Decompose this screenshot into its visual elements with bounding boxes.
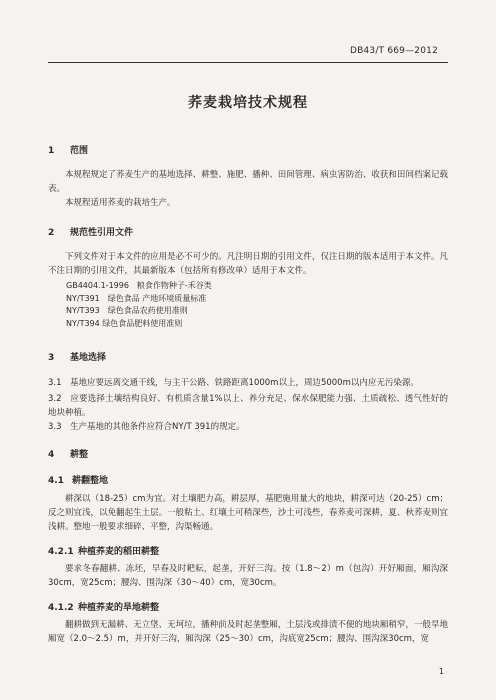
- clause-text: 应要选择土壤结构良好、有机质含量1%以上、养分充足、保水保肥能力强、土质疏松、透气性好的地块种植。: [48, 394, 448, 418]
- reference-item: NY/T393 绿色食品农药使用准则: [66, 306, 188, 315]
- subsection-title: 种植荞麦的旱地耕整: [78, 603, 160, 613]
- subsection-title: 耕翻整地: [72, 476, 109, 486]
- paragraph: 耕深以（18-25）cm为宜。对土壤肥力高，耕层厚，基肥施用量大的地块，耕深可达（20-25）cm；反之则宜浅，以免翻起生土层。一般粘土、红壤土可稍深些，沙土可浅些，春荞麦可深耕，夏、秋荞麦则宜浅耕。整地一般要求细碎、平整，沟渠畅通。: [48, 494, 448, 532]
- section-title: 规范性引用文件: [70, 228, 134, 238]
- reference-item: NY/T394 绿色食品肥料使用准则: [66, 318, 183, 328]
- paragraph: 本规程适用荞麦的栽培生产。: [65, 198, 176, 208]
- clause-3-3: [48, 420, 448, 434]
- subsection-number: 4.1: [48, 476, 64, 486]
- subsection-title: 种植荞麦的稻田耕整: [78, 547, 160, 557]
- subsection-heading-plowing: [48, 473, 108, 486]
- reference-item: NY/T391 绿色食品 产地环境质量标准: [66, 293, 207, 303]
- section-number: 4: [48, 450, 55, 460]
- subsection-heading-dry-land: [48, 600, 159, 613]
- paragraph: 下列文件对于本文件的应用是必不可少的。凡注明日期的引用文件，仅注日期的版本适用于本文件。凡不注日期的引用文件，其最新版本（包括所有修改单）适用于本文件。: [48, 252, 448, 276]
- paragraph: 翻耕做到无漏耕、无立垡、无坷垃，播种前及时起垄整厢，土层浅或排渍不便的地块厢稍窄，一般旱地厢宽（2.0～2.5）m，并开好三沟，厢沟深（25～30）cm，沟底宽25cm；腰沟、围沟深30cm，宽: [48, 620, 448, 644]
- standard-code: DB43/T 669—2012: [349, 46, 438, 56]
- section-heading-tillage: [48, 447, 88, 460]
- clause-3-1: [48, 376, 448, 390]
- clause-number: 3.1: [48, 378, 62, 388]
- section-heading-references: [48, 225, 133, 238]
- document-title: 荞麦栽培技术规程: [188, 95, 308, 111]
- section-number: 2: [48, 228, 55, 238]
- header-rule: [48, 62, 448, 63]
- subsection-number: 4.2.1: [48, 547, 74, 557]
- section-number: 3: [48, 353, 55, 363]
- section-number: 1: [48, 146, 55, 156]
- clause-3-2: [48, 392, 448, 420]
- reference-list: [66, 280, 212, 330]
- paragraph: 本规程规定了荞麦生产的基地选择、耕整、施肥、播种、田间管理、病虫害防治、收获和田间档案记载表。: [48, 170, 448, 194]
- section-title: 范围: [70, 146, 89, 156]
- paragraph: 要求冬春翻耕、冻坯，早春及时耙耘，起垄，开好三沟。按（1.8～2）m（包沟）开好厢面，厢沟深30cm，宽25cm；腰沟、围沟深（30～40）cm，宽30cm。: [48, 564, 448, 588]
- clause-text: 基地应要远离交通干线，与主干公路、铁路距离1000m以上，周边5000m以内应无污染源。: [70, 378, 419, 388]
- clause-number: 3.2: [48, 394, 62, 404]
- section-title: 基地选择: [70, 353, 107, 363]
- section-title: 耕整: [70, 450, 89, 460]
- clause-text: 生产基地的其他条件应符合NY/T 391的规定。: [70, 422, 245, 432]
- section-heading-site-selection: [48, 350, 106, 363]
- subsection-number: 4.1.2: [48, 603, 74, 613]
- section-heading-scope: [48, 143, 88, 156]
- subsection-heading-paddy-field: [48, 544, 159, 557]
- page-number: 1: [438, 667, 444, 676]
- clause-number: 3.3: [48, 422, 62, 432]
- reference-item: GB4404.1-1996 粮食作物种子-禾谷类: [66, 281, 212, 290]
